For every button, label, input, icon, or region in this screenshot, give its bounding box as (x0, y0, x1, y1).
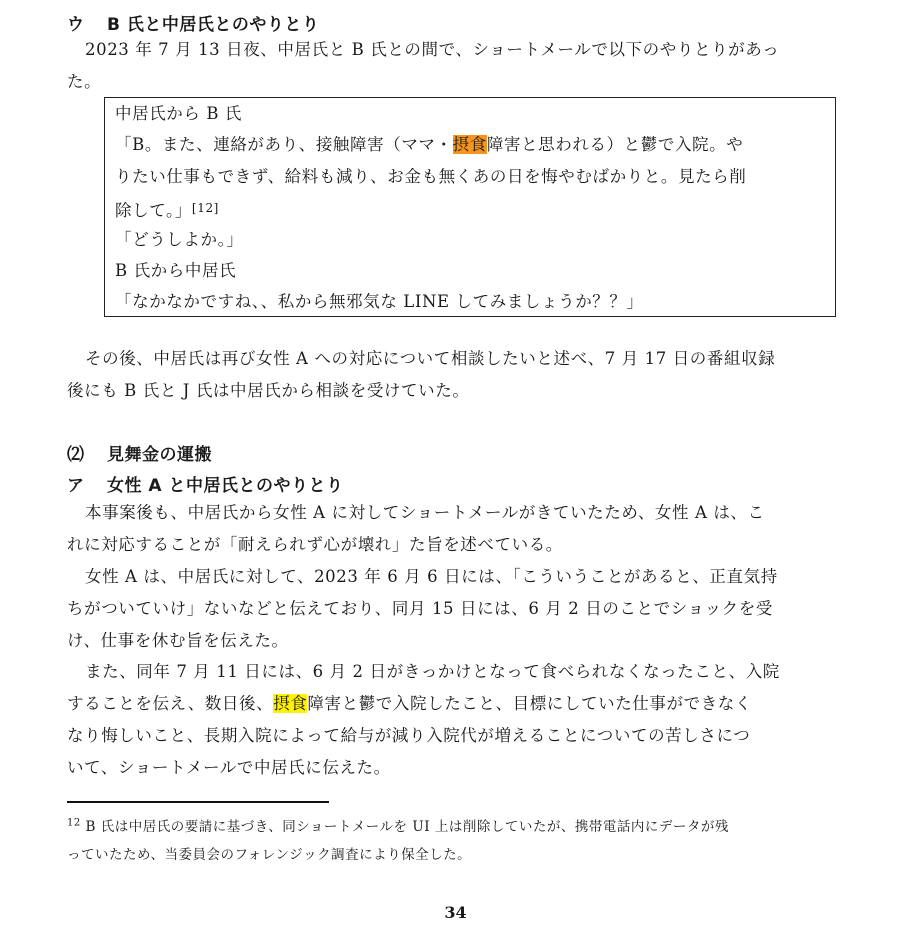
paragraph-line: 女性 A は、中居氏に対して、2023 年 6 月 6 日には、「こういうことがあると、正直気持 (85, 567, 778, 586)
footnote-text: B 氏は中居氏の要請に基づき、同ショートメールを UI 上は削除していたが、携帯電話内にデータが残 (80, 819, 729, 835)
paragraph-text: することを伝え、数日後、 (67, 694, 274, 713)
paragraph-line (67, 688, 839, 720)
footnote-divider (67, 801, 329, 803)
paragraph-line: いて、ショートメールで中居氏に伝えた。 (67, 758, 391, 777)
quote-text: 除して。」 (115, 201, 192, 220)
paragraph-line: れに対応することが「耐えられず心が壊れ」た旨を述べている。 (67, 535, 563, 554)
section-heading-2 (67, 440, 212, 465)
highlighted-term: 摂食 (273, 694, 308, 713)
paragraph-line: 本事案後も、中居氏から女性 A に対してショートメールがきていたため、女性 A は、こ (85, 503, 765, 522)
paragraph-line: また、同年 7 月 11 日には、6 月 2 日がきっかけとなって食べられなくなったこと、入院 (85, 662, 780, 681)
quote-text: 障害と思われる）と鬱で入院。や (486, 135, 744, 154)
section-heading-u (67, 10, 319, 35)
quote-text: 「B。また、連絡があり、接触障害（ママ・ (115, 135, 453, 154)
footnote-number: 12 (67, 817, 81, 829)
quote-sender-label: 中居氏から B 氏 (115, 104, 243, 123)
paragraph-text: 障害と鬱で入院したこと、目標にしていた仕事ができなく (307, 694, 753, 713)
quote-sender-label: B 氏から中居氏 (115, 261, 237, 280)
quote-message-line: 「どうしよか。」 (115, 230, 244, 249)
paragraph-line: け、仕事を休む旨を伝えた。 (67, 631, 289, 650)
message-quote-box (104, 97, 836, 317)
intro-paragraph (67, 34, 839, 98)
paragraph-3 (67, 656, 839, 784)
section-heading-a (67, 471, 344, 496)
footnote-line: っていたため、当委員会のフォレンジック調査により保全した。 (67, 847, 472, 863)
section-marker: ウ (67, 15, 85, 35)
quote-message-line: りたい仕事もできず、給料も減り、お金も無くあの日を悔やむばかりと。見たら削 (115, 167, 747, 186)
quote-message-line: 「なかなかですね、、私から無邪気な LINE してみましょうか？？」 (115, 292, 644, 311)
paragraph-1 (67, 497, 839, 561)
section-title: 女性 A と中居氏とのやりとり (107, 476, 344, 496)
section-title: B 氏と中居氏とのやりとり (107, 15, 320, 35)
paragraph-2 (67, 561, 839, 657)
paragraph-line: た。 (67, 72, 102, 91)
page-number: 34 (444, 903, 467, 922)
quote-message-line (115, 135, 743, 155)
paragraph-line: ちがついていけ」ないなどと伝えており、同月 15 日には、6 月 2 日のことでショックを受 (67, 599, 773, 618)
section-marker: ⑵ (67, 445, 85, 465)
paragraph-line: 後にも B 氏と J 氏は中居氏から相談を受けていた。 (67, 381, 470, 400)
paragraph-line: 2023 年 7 月 13 日夜、中居氏と B 氏との間で、ショートメールで以下のやりとりがあっ (85, 40, 780, 59)
section-title: 見舞金の運搬 (107, 445, 212, 465)
section-marker: ア (67, 476, 85, 496)
after-quote-paragraph (67, 343, 839, 407)
footnote-reference[interactable]: [12] (191, 201, 219, 215)
paragraph-line: その後、中居氏は再び女性 A への対応について相談したいと述べ、7 月 17 日の番組収録 (85, 349, 776, 368)
highlighted-term: 摂食 (452, 135, 487, 154)
quote-message-line (115, 198, 219, 221)
footnote-line (67, 815, 729, 835)
paragraph-line: なり悔しいこと、長期入院によって給与が減り入院代が増えることについての苦しさにつ (67, 726, 751, 745)
